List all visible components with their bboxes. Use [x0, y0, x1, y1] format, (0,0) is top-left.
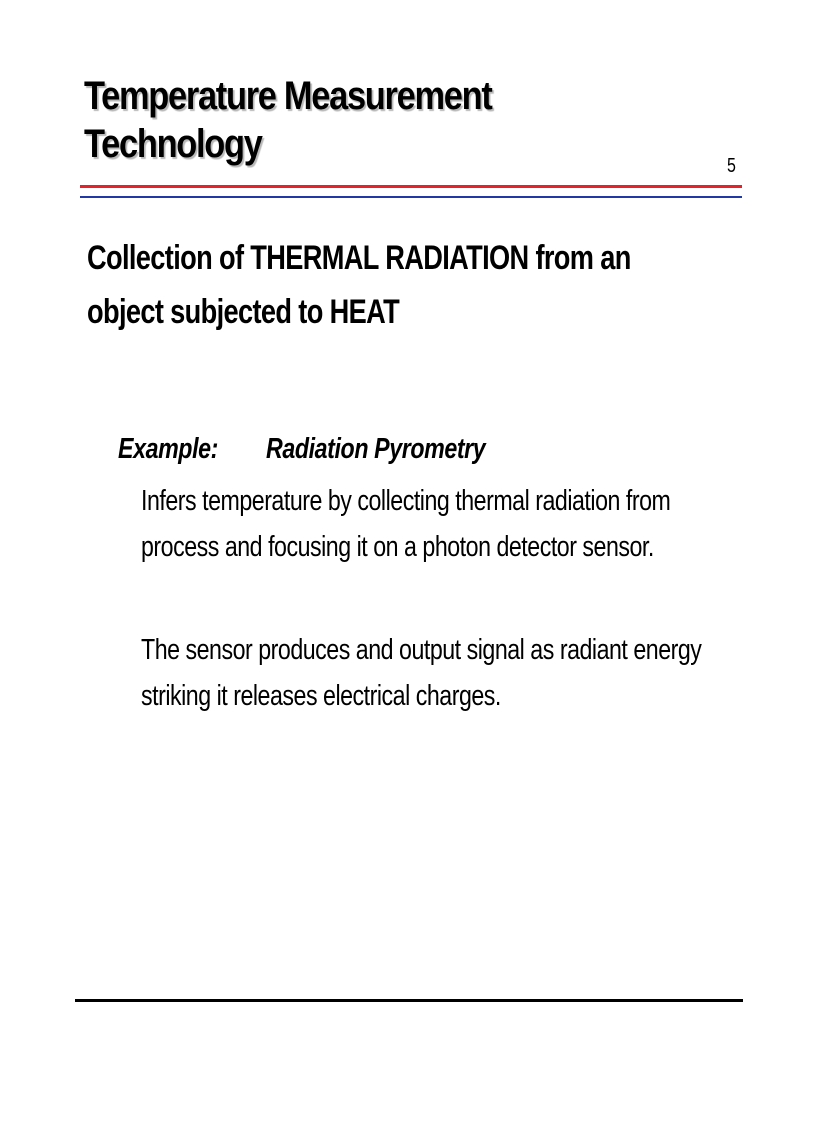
- paragraph-line: Infers temperature by collecting thermal radiation from: [141, 485, 671, 517]
- paragraph-line: process and focusing it on a photon detector sensor.: [141, 531, 654, 563]
- header-rule-red: [80, 185, 742, 188]
- paragraph-inference: [141, 478, 670, 570]
- example-topic: Radiation Pyrometry: [266, 433, 486, 465]
- slide-heading-line-1: Collection of THERMAL RADIATION from an: [87, 239, 631, 277]
- example-row: [118, 429, 485, 469]
- example-label: Example:: [118, 433, 218, 465]
- header-rule-blue: [80, 196, 742, 198]
- slide-title-line-2: Technology: [84, 122, 262, 166]
- slide-title-line-1: Temperature Measurement: [84, 74, 492, 118]
- page-number: 5: [727, 155, 736, 177]
- paragraph-line: striking it releases electrical charges.: [141, 680, 501, 712]
- footer-rule: [75, 999, 743, 1002]
- slide-heading-line-2: object subjected to HEAT: [87, 293, 400, 331]
- paragraph-sensor-output: [141, 627, 701, 719]
- paragraph-line: The sensor produces and output signal as radiant energy: [141, 634, 702, 666]
- slide-title: [84, 72, 491, 168]
- slide-heading: [87, 231, 631, 339]
